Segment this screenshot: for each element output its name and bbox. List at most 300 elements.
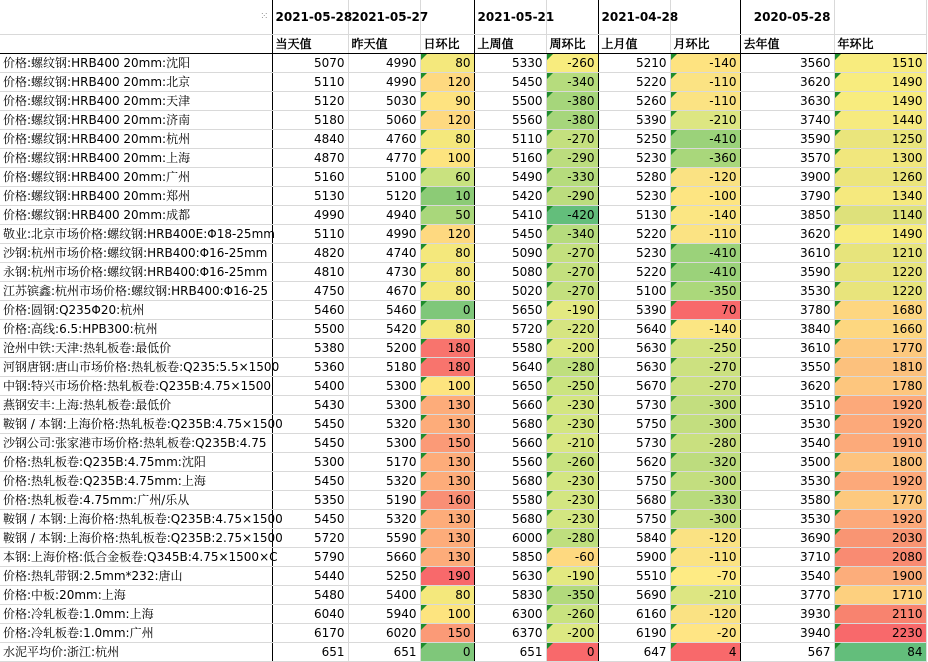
cell-last-year: 3840 <box>740 319 834 338</box>
cell-last-year: 3850 <box>740 205 834 224</box>
table-row <box>0 167 926 186</box>
cell-yearly-change: 1770 <box>834 490 926 509</box>
cell-daily-change: 150 <box>420 433 474 452</box>
cell-weekly-change: -380 <box>546 110 598 129</box>
cell-last-year: 3770 <box>740 585 834 604</box>
cell-yearly-change: 1220 <box>834 281 926 300</box>
cell-last-year: 3690 <box>740 528 834 547</box>
cell-last-week: 5680 <box>474 414 546 433</box>
cell-monthly-change: -210 <box>670 585 740 604</box>
cell-weekly-change: -350 <box>546 585 598 604</box>
cell-weekly-change: -190 <box>546 566 598 585</box>
table-row <box>0 414 926 433</box>
date-yearly <box>834 0 926 34</box>
cell-last-month: 5210 <box>598 53 670 72</box>
cell-last-year: 3590 <box>740 262 834 281</box>
cell-today: 5110 <box>272 72 348 91</box>
cell-yesterday: 5940 <box>348 604 420 623</box>
cell-last-month: 5680 <box>598 490 670 509</box>
cell-yesterday: 4940 <box>348 205 420 224</box>
row-name: 价格:螺纹钢:HRB400 20mm:天津 <box>0 91 272 110</box>
row-name: 河钢唐钢:唐山市场价格:热轧板卷:Q235:5.5×1500 <box>0 357 272 376</box>
cell-daily-change: 130 <box>420 395 474 414</box>
table-row <box>0 205 926 224</box>
cell-last-year: 3530 <box>740 509 834 528</box>
cell-weekly-change: -230 <box>546 490 598 509</box>
cell-today: 5500 <box>272 319 348 338</box>
cell-yearly-change: 1220 <box>834 262 926 281</box>
cell-weekly-change: -290 <box>546 186 598 205</box>
cell-last-year: 3710 <box>740 547 834 566</box>
cell-monthly-change: -110 <box>670 72 740 91</box>
cell-yesterday: 6020 <box>348 623 420 642</box>
cell-daily-change: 130 <box>420 414 474 433</box>
row-name: 价格:螺纹钢:HRB400 20mm:成都 <box>0 205 272 224</box>
cell-daily-change: 80 <box>420 262 474 281</box>
cell-daily-change: 130 <box>420 509 474 528</box>
cell-last-week: 5580 <box>474 338 546 357</box>
cell-last-week: 5490 <box>474 167 546 186</box>
cell-last-week: 5650 <box>474 300 546 319</box>
cell-last-month: 5630 <box>598 357 670 376</box>
cell-last-year: 3570 <box>740 148 834 167</box>
cell-weekly-change: -340 <box>546 224 598 243</box>
cell-yesterday: 5250 <box>348 566 420 585</box>
cell-last-year: 3530 <box>740 281 834 300</box>
cell-last-week: 5850 <box>474 547 546 566</box>
cell-monthly-change: -100 <box>670 186 740 205</box>
cell-last-week: 5410 <box>474 205 546 224</box>
date-header-row <box>0 0 926 34</box>
cell-last-week: 5330 <box>474 53 546 72</box>
cell-daily-change: 130 <box>420 528 474 547</box>
date-last-week: 2021-05-21 <box>474 0 546 34</box>
cell-yesterday: 5320 <box>348 414 420 433</box>
row-name: 价格:螺纹钢:HRB400 20mm:沈阳 <box>0 53 272 72</box>
table-row <box>0 547 926 566</box>
row-name: 价格:中板:20mm:上海 <box>0 585 272 604</box>
cell-today: 5460 <box>272 300 348 319</box>
cell-last-month: 5230 <box>598 148 670 167</box>
table-row <box>0 72 926 91</box>
cell-yearly-change: 1910 <box>834 433 926 452</box>
cell-weekly-change: -230 <box>546 509 598 528</box>
cell-last-year: 3940 <box>740 623 834 642</box>
cell-daily-change: 80 <box>420 243 474 262</box>
cell-last-week: 6370 <box>474 623 546 642</box>
table-row <box>0 91 926 110</box>
cell-yearly-change: 1440 <box>834 110 926 129</box>
cell-yesterday: 4740 <box>348 243 420 262</box>
cell-daily-change: 130 <box>420 471 474 490</box>
cell-weekly-change: -340 <box>546 72 598 91</box>
cell-today: 5360 <box>272 357 348 376</box>
cell-last-month: 5730 <box>598 395 670 414</box>
row-name: 价格:热轧板卷:Q235B:4.75mm:上海 <box>0 471 272 490</box>
cell-today: 5180 <box>272 110 348 129</box>
cell-yearly-change: 1770 <box>834 338 926 357</box>
cell-yearly-change: 1920 <box>834 414 926 433</box>
cell-monthly-change: -330 <box>670 490 740 509</box>
table-row <box>0 528 926 547</box>
cell-monthly-change: -120 <box>670 167 740 186</box>
header-last-year: 去年值 <box>740 34 834 53</box>
row-name: 沧州中铁:天津:热轧板卷:最低价 <box>0 338 272 357</box>
cell-last-year: 3740 <box>740 110 834 129</box>
cell-yearly-change: 1920 <box>834 509 926 528</box>
row-name: 燕钢安丰:上海:热轧板卷:最低价 <box>0 395 272 414</box>
cell-today: 5350 <box>272 490 348 509</box>
cell-yesterday: 5300 <box>348 395 420 414</box>
header-weekly-change: 周环比 <box>546 34 598 53</box>
row-name: 价格:冷轧板卷:1.0mm:上海 <box>0 604 272 623</box>
cell-daily-change: 180 <box>420 338 474 357</box>
corner-mark: ⁙ <box>0 0 272 34</box>
table-row <box>0 357 926 376</box>
cell-weekly-change: -210 <box>546 433 598 452</box>
cell-last-week: 5660 <box>474 395 546 414</box>
cell-today: 5790 <box>272 547 348 566</box>
row-name: 价格:热轧带钢:2.5mm*232:唐山 <box>0 566 272 585</box>
cell-yearly-change: 1490 <box>834 91 926 110</box>
cell-yearly-change: 1490 <box>834 72 926 91</box>
date-last-month: 2021-04-28 <box>598 0 670 34</box>
cell-today: 6170 <box>272 623 348 642</box>
cell-yearly-change: 2230 <box>834 623 926 642</box>
cell-last-year: 3630 <box>740 91 834 110</box>
cell-yearly-change: 2080 <box>834 547 926 566</box>
cell-last-week: 5080 <box>474 262 546 281</box>
cell-last-year: 3510 <box>740 395 834 414</box>
cell-last-week: 5720 <box>474 319 546 338</box>
table-row <box>0 509 926 528</box>
cell-last-year: 3620 <box>740 224 834 243</box>
cell-last-month: 5280 <box>598 167 670 186</box>
cell-last-week: 5450 <box>474 72 546 91</box>
cell-today: 5400 <box>272 376 348 395</box>
cell-last-month: 5750 <box>598 509 670 528</box>
cell-last-month: 647 <box>598 642 670 661</box>
cell-daily-change: 190 <box>420 566 474 585</box>
cell-weekly-change: -200 <box>546 623 598 642</box>
date-yesterday: 2021-05-27 <box>348 0 420 34</box>
cell-last-month: 5640 <box>598 319 670 338</box>
cell-today: 5380 <box>272 338 348 357</box>
cell-weekly-change: -230 <box>546 395 598 414</box>
cell-yesterday: 5320 <box>348 471 420 490</box>
cell-last-month: 5260 <box>598 91 670 110</box>
cell-today: 5480 <box>272 585 348 604</box>
cell-daily-change: 80 <box>420 53 474 72</box>
cell-weekly-change: -330 <box>546 167 598 186</box>
cell-last-week: 5680 <box>474 471 546 490</box>
cell-today: 4990 <box>272 205 348 224</box>
cell-last-week: 5420 <box>474 186 546 205</box>
cell-last-week: 5630 <box>474 566 546 585</box>
cell-daily-change: 100 <box>420 604 474 623</box>
cell-weekly-change: -290 <box>546 148 598 167</box>
cell-today: 5160 <box>272 167 348 186</box>
cell-last-week: 5560 <box>474 452 546 471</box>
cell-weekly-change: -260 <box>546 604 598 623</box>
cell-last-week: 5650 <box>474 376 546 395</box>
table-row <box>0 433 926 452</box>
date-monthly <box>670 0 740 34</box>
cell-last-year: 3530 <box>740 471 834 490</box>
row-name: 价格:热轧板卷:4.75mm:广州/乐从 <box>0 490 272 509</box>
table-row <box>0 338 926 357</box>
cell-yesterday: 4730 <box>348 262 420 281</box>
cell-yesterday: 5100 <box>348 167 420 186</box>
cell-daily-change: 80 <box>420 585 474 604</box>
cell-yesterday: 5200 <box>348 338 420 357</box>
cell-yesterday: 4770 <box>348 148 420 167</box>
cell-monthly-change: -300 <box>670 509 740 528</box>
row-name: 沙钢:杭州市场价格:螺纹钢:HRB400:Φ16-25mm <box>0 243 272 262</box>
cell-today: 5440 <box>272 566 348 585</box>
cell-last-year: 3580 <box>740 490 834 509</box>
cell-weekly-change: -230 <box>546 414 598 433</box>
cell-yesterday: 5660 <box>348 547 420 566</box>
cell-monthly-change: 70 <box>670 300 740 319</box>
cell-yesterday: 5180 <box>348 357 420 376</box>
cell-last-year: 3930 <box>740 604 834 623</box>
cell-weekly-change: -260 <box>546 452 598 471</box>
cell-yearly-change: 1800 <box>834 452 926 471</box>
cell-weekly-change: -270 <box>546 262 598 281</box>
row-name: 永钢:杭州市场价格:螺纹钢:HRB400:Φ16-25mm <box>0 262 272 281</box>
table-row <box>0 319 926 338</box>
row-name: 价格:螺纹钢:HRB400 20mm:杭州 <box>0 129 272 148</box>
cell-yesterday: 4760 <box>348 129 420 148</box>
table-row <box>0 452 926 471</box>
cell-last-month: 5670 <box>598 376 670 395</box>
cell-weekly-change: -250 <box>546 376 598 395</box>
cell-yearly-change: 1250 <box>834 129 926 148</box>
cell-monthly-change: -280 <box>670 433 740 452</box>
cell-yearly-change: 1300 <box>834 148 926 167</box>
cell-last-month: 5220 <box>598 262 670 281</box>
cell-monthly-change: -270 <box>670 376 740 395</box>
cell-yesterday: 5400 <box>348 585 420 604</box>
cell-monthly-change: -300 <box>670 395 740 414</box>
cell-monthly-change: -120 <box>670 604 740 623</box>
cell-daily-change: 130 <box>420 452 474 471</box>
row-name: 价格:圆钢:Q235Φ20:杭州 <box>0 300 272 319</box>
cell-today: 5120 <box>272 91 348 110</box>
cell-last-month: 5840 <box>598 528 670 547</box>
cell-daily-change: 160 <box>420 490 474 509</box>
cell-yesterday: 5300 <box>348 376 420 395</box>
cell-yesterday: 4990 <box>348 53 420 72</box>
cell-yearly-change: 1340 <box>834 186 926 205</box>
row-name: 沙钢公司:张家港市场价格:热轧板卷:Q235B:4.75 <box>0 433 272 452</box>
cell-yearly-change: 1660 <box>834 319 926 338</box>
header-last-week: 上周值 <box>474 34 546 53</box>
cell-monthly-change: -410 <box>670 243 740 262</box>
header-monthly-change: 月环比 <box>670 34 740 53</box>
cell-yearly-change: 2030 <box>834 528 926 547</box>
date-today: 2021-05-28 <box>272 0 348 34</box>
cell-monthly-change: -410 <box>670 129 740 148</box>
cell-daily-change: 100 <box>420 376 474 395</box>
cell-monthly-change: 4 <box>670 642 740 661</box>
cell-last-week: 5640 <box>474 357 546 376</box>
table-row <box>0 395 926 414</box>
cell-last-month: 5620 <box>598 452 670 471</box>
cell-yesterday: 4990 <box>348 224 420 243</box>
cell-today: 5070 <box>272 53 348 72</box>
row-name: 鞍钢 / 本钢:上海价格:热轧板卷:Q235B:4.75×1500 <box>0 509 272 528</box>
cell-weekly-change: 0 <box>546 642 598 661</box>
cell-yesterday: 5060 <box>348 110 420 129</box>
row-name: 价格:螺纹钢:HRB400 20mm:北京 <box>0 72 272 91</box>
table-row <box>0 300 926 319</box>
cell-last-month: 6160 <box>598 604 670 623</box>
cell-today: 5130 <box>272 186 348 205</box>
cell-yearly-change: 1900 <box>834 566 926 585</box>
table-row <box>0 585 926 604</box>
cell-monthly-change: -20 <box>670 623 740 642</box>
cell-monthly-change: -140 <box>670 319 740 338</box>
cell-monthly-change: -360 <box>670 148 740 167</box>
cell-monthly-change: -140 <box>670 53 740 72</box>
cell-last-month: 5690 <box>598 585 670 604</box>
cell-last-year: 3590 <box>740 129 834 148</box>
cell-last-month: 5510 <box>598 566 670 585</box>
table-row <box>0 243 926 262</box>
cell-yesterday: 5300 <box>348 433 420 452</box>
table-row <box>0 262 926 281</box>
cell-weekly-change: -420 <box>546 205 598 224</box>
table-row <box>0 642 926 661</box>
cell-yearly-change: 1680 <box>834 300 926 319</box>
cell-monthly-change: -110 <box>670 224 740 243</box>
cell-last-week: 5160 <box>474 148 546 167</box>
cell-last-year: 3500 <box>740 452 834 471</box>
row-name: 本钢:上海价格:低合金板卷:Q345B:4.75×1500×C <box>0 547 272 566</box>
cell-monthly-change: -250 <box>670 338 740 357</box>
cell-yearly-change: 1920 <box>834 395 926 414</box>
row-name: 敬业:北京市场价格:螺纹钢:HRB400E:Φ18-25mm <box>0 224 272 243</box>
cell-today: 4810 <box>272 262 348 281</box>
cell-last-week: 5580 <box>474 490 546 509</box>
cell-daily-change: 80 <box>420 129 474 148</box>
cell-last-week: 5090 <box>474 243 546 262</box>
row-name: 价格:热轧板卷:Q235B:4.75mm:沈阳 <box>0 452 272 471</box>
cell-yearly-change: 1920 <box>834 471 926 490</box>
cell-today: 5300 <box>272 452 348 471</box>
header-yesterday: 昨天值 <box>348 34 420 53</box>
row-name: 价格:高线:6.5:HPB300:杭州 <box>0 319 272 338</box>
cell-last-year: 3900 <box>740 167 834 186</box>
table-row <box>0 604 926 623</box>
cell-last-month: 5220 <box>598 224 670 243</box>
table-row <box>0 129 926 148</box>
cell-last-month: 5390 <box>598 110 670 129</box>
cell-weekly-change: -60 <box>546 547 598 566</box>
cell-monthly-change: -110 <box>670 91 740 110</box>
cell-weekly-change: -220 <box>546 319 598 338</box>
cell-yesterday: 5420 <box>348 319 420 338</box>
cell-daily-change: 10 <box>420 186 474 205</box>
cell-monthly-change: -70 <box>670 566 740 585</box>
table-row <box>0 53 926 72</box>
table-row <box>0 623 926 642</box>
cell-last-year: 3780 <box>740 300 834 319</box>
cell-yesterday: 4670 <box>348 281 420 300</box>
row-name: 鞍钢 / 本钢:上海价格:热轧板卷:Q235B:2.75×1500 <box>0 528 272 547</box>
cell-last-month: 5220 <box>598 72 670 91</box>
table-row <box>0 281 926 300</box>
cell-yesterday: 5590 <box>348 528 420 547</box>
cell-last-year: 3560 <box>740 53 834 72</box>
cell-monthly-change: -300 <box>670 471 740 490</box>
cell-today: 5430 <box>272 395 348 414</box>
cell-last-month: 5230 <box>598 186 670 205</box>
cell-today: 4750 <box>272 281 348 300</box>
row-name: 价格:螺纹钢:HRB400 20mm:郑州 <box>0 186 272 205</box>
row-name: 中钢:特兴市场价格:热轧板卷:Q235B:4.75×1500 <box>0 376 272 395</box>
cell-monthly-change: -210 <box>670 110 740 129</box>
cell-yearly-change: 1140 <box>834 205 926 224</box>
cell-daily-change: 0 <box>420 300 474 319</box>
table-row <box>0 110 926 129</box>
cell-weekly-change: -190 <box>546 300 598 319</box>
column-header-row <box>0 34 926 53</box>
cell-weekly-change: -280 <box>546 528 598 547</box>
row-name: 价格:冷轧板卷:1.0mm:广州 <box>0 623 272 642</box>
row-name: 鞍钢 / 本钢:上海价格:热轧板卷:Q235B:4.75×1500 <box>0 414 272 433</box>
cell-last-year: 3530 <box>740 414 834 433</box>
cell-yesterday: 5170 <box>348 452 420 471</box>
cell-daily-change: 80 <box>420 319 474 338</box>
table-row <box>0 148 926 167</box>
cell-monthly-change: -110 <box>670 547 740 566</box>
table-row <box>0 490 926 509</box>
cell-last-week: 651 <box>474 642 546 661</box>
cell-monthly-change: -410 <box>670 262 740 281</box>
row-name: 价格:螺纹钢:HRB400 20mm:济南 <box>0 110 272 129</box>
cell-yearly-change: 2110 <box>834 604 926 623</box>
cell-last-month: 5390 <box>598 300 670 319</box>
cell-last-month: 6190 <box>598 623 670 642</box>
header-name-cell <box>0 34 272 53</box>
cell-last-year: 567 <box>740 642 834 661</box>
header-daily-change: 日环比 <box>420 34 474 53</box>
cell-last-month: 5750 <box>598 414 670 433</box>
cell-yesterday: 5120 <box>348 186 420 205</box>
cell-daily-change: 60 <box>420 167 474 186</box>
cell-weekly-change: -280 <box>546 357 598 376</box>
cell-today: 4840 <box>272 129 348 148</box>
cell-last-month: 5730 <box>598 433 670 452</box>
cell-monthly-change: -140 <box>670 205 740 224</box>
cell-weekly-change: -270 <box>546 243 598 262</box>
cell-last-month: 5750 <box>598 471 670 490</box>
cell-monthly-change: -300 <box>670 414 740 433</box>
cell-today: 4870 <box>272 148 348 167</box>
table-row <box>0 566 926 585</box>
cell-weekly-change: -260 <box>546 53 598 72</box>
cell-last-week: 5560 <box>474 110 546 129</box>
cell-yesterday: 5030 <box>348 91 420 110</box>
cell-weekly-change: -270 <box>546 281 598 300</box>
header-yearly-change: 年环比 <box>834 34 926 53</box>
cell-monthly-change: -350 <box>670 281 740 300</box>
cell-yearly-change: 1510 <box>834 53 926 72</box>
cell-weekly-change: -200 <box>546 338 598 357</box>
